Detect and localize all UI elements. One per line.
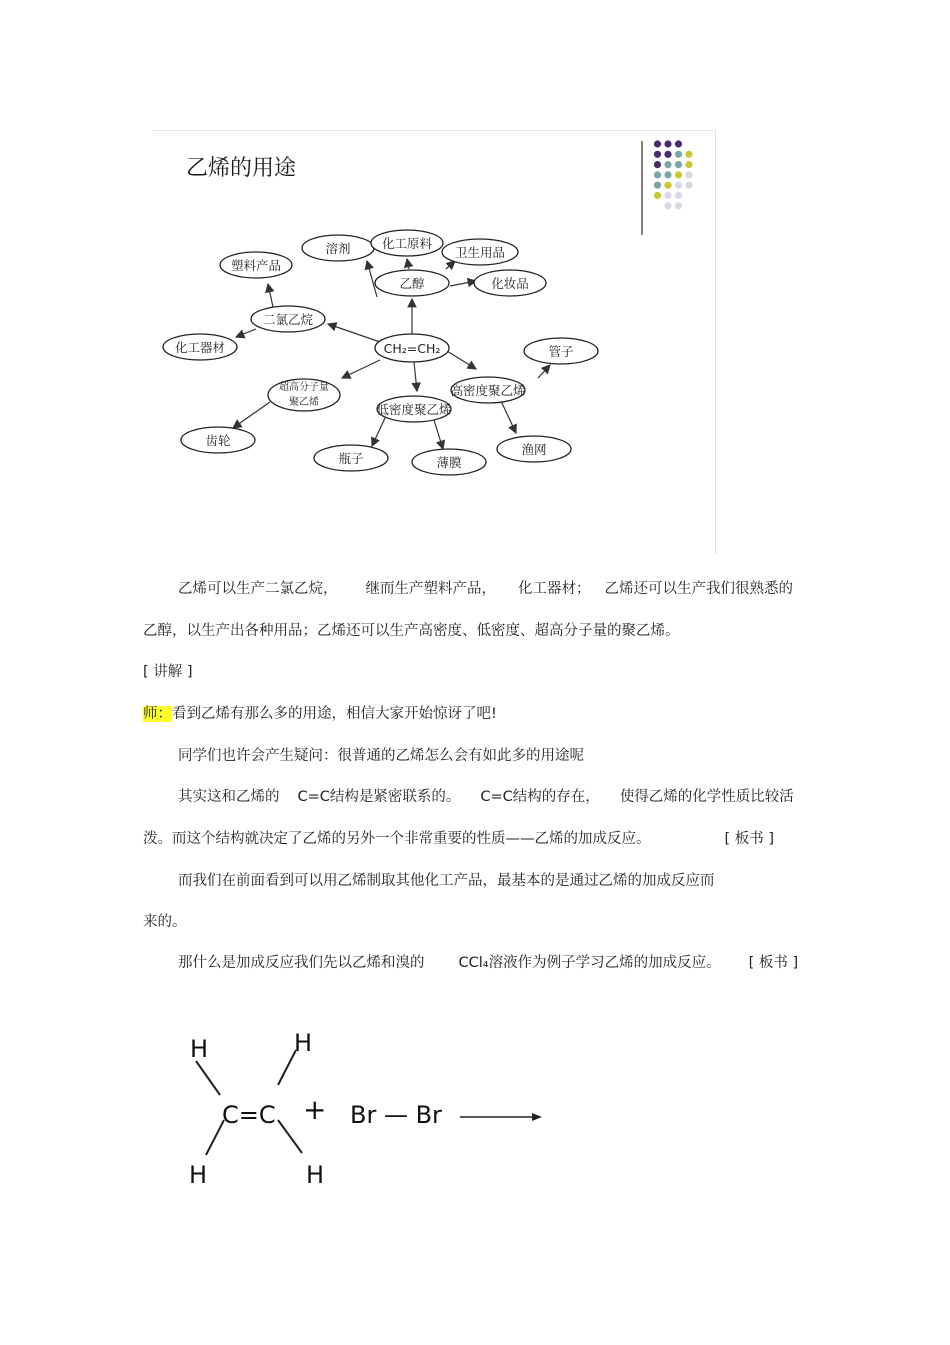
p1-part-a: 乙烯可以生产二氯乙烷，: [178, 581, 338, 597]
speaker-label: 师：: [143, 706, 172, 722]
slide-panel: [152, 130, 716, 554]
node-plastic-label: 塑料产品: [230, 258, 282, 273]
p1-part-d: 乙烯还可以生产我们很熟悉的: [604, 581, 793, 597]
mindmap: [152, 131, 715, 554]
bond-top-left: [196, 1061, 220, 1095]
node-film-label: 薄膜: [436, 455, 462, 470]
node-uhmw-label-2: 聚乙烯: [289, 397, 319, 408]
node-uhmw-label-1: 超高分子量: [279, 382, 329, 393]
paragraph-1-line-1: [178, 577, 793, 598]
p10-part-b: CCl₄溶液作为例子学习乙烯的加成反应。: [458, 955, 721, 971]
bond-bottom-right: [278, 1120, 302, 1153]
bromine-molecule: Br — Br: [350, 1101, 442, 1129]
node-center-label: CH₂=CH₂: [383, 341, 441, 356]
atom-h-bottom-left: H: [189, 1161, 208, 1189]
atom-h-bottom-right: H: [306, 1161, 325, 1189]
teacher-line: [143, 702, 497, 723]
node-pipe-label: 管子: [548, 344, 574, 359]
paragraph-example: [178, 951, 798, 972]
paragraph-products-line-2: 来的。: [143, 914, 187, 930]
node-cosmetics-label: 化妆品: [491, 276, 529, 291]
p7-part-a: 泼。而这个结构就决定了乙烯的另外一个非常重要的性质——乙烯的加成反应。: [143, 831, 651, 847]
atom-h-top-right: H: [294, 1029, 313, 1057]
node-ldpe-label: 低密度聚乙烯: [376, 402, 452, 417]
p7-board-note: [ 板书 ]: [724, 831, 775, 847]
node-bottle-label: 瓶子: [338, 451, 364, 466]
paragraph-structure-line-2: [143, 827, 774, 848]
p6-part-d: 使得乙烯的化学性质比较活: [619, 789, 794, 805]
p6-part-b: C=C结构是紧密联系的。: [297, 789, 461, 805]
node-hdpe-label: 高密度聚乙烯: [450, 383, 526, 398]
teacher-text: 看到乙烯有那么多的用途，相信大家开始惊讶了吧!: [172, 706, 497, 722]
reaction-equation: [170, 1015, 570, 1205]
paragraph-structure-line-1: [178, 785, 794, 806]
slide-title: 乙烯的用途: [186, 156, 297, 181]
p6-part-c: C=C结构的存在，: [480, 789, 600, 805]
p10-part-a: 那什么是加成反应我们先以乙烯和溴的: [178, 955, 425, 971]
paragraph-1-line-2: 乙醇，以生产出各种用品；乙烯还可以生产高密度、低密度、超高分子量的聚乙烯。: [143, 623, 680, 639]
plus-sign: +: [303, 1093, 327, 1126]
node-hygiene-label: 卫生用品: [454, 245, 506, 260]
atom-h-top-left: H: [190, 1035, 209, 1063]
p1-part-b: 继而生产塑料产品，: [365, 581, 496, 597]
paragraph-question: 同学们也许会产生疑问：很普通的乙烯怎么会有如此多的用途呢: [178, 748, 584, 764]
node-solvent-label: 溶剂: [325, 241, 351, 256]
node-chem-equip-label: 化工器材: [174, 340, 226, 355]
node-fishnet-label: 渔网: [521, 442, 547, 457]
node-ethanol-label: 乙醇: [399, 276, 425, 291]
node-dichloroethane-label: 二氯乙烷: [262, 312, 314, 327]
note-explain: [ 讲解 ]: [143, 664, 193, 680]
p10-board-note: [ 板书 ]: [748, 955, 799, 971]
reaction-arrow-head: [532, 1113, 542, 1121]
double-bond-cc: C=C: [222, 1101, 276, 1129]
node-chem-raw-label: 化工原料: [381, 236, 433, 251]
paragraph-products-line-1: 而我们在前面看到可以用乙烯制取其他化工产品，最基本的是通过乙烯的加成反应而: [178, 873, 715, 889]
p6-part-a: 其实这和乙烯的: [178, 789, 280, 805]
p1-part-c: 化工器材；: [518, 581, 591, 597]
node-gear-label: 齿轮: [205, 433, 231, 448]
